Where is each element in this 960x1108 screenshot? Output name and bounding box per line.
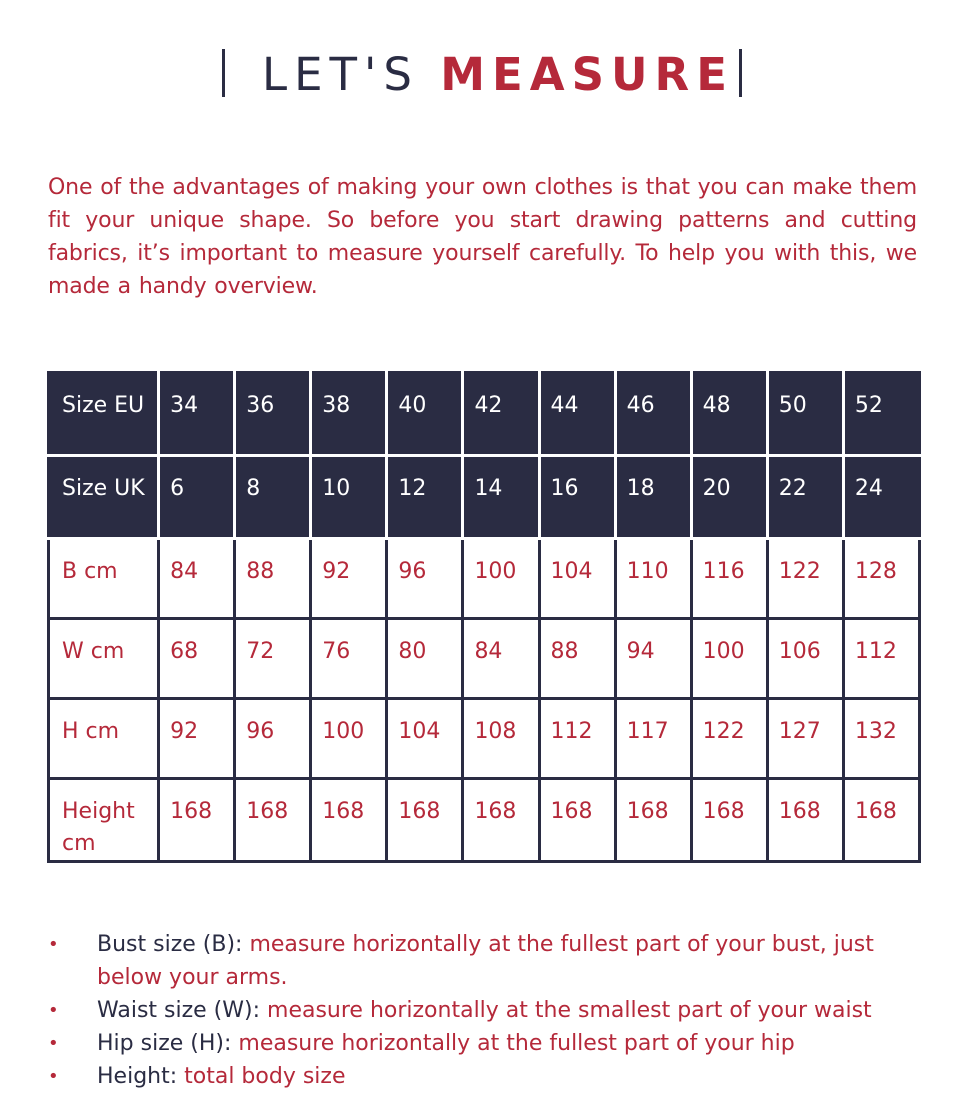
note-term: Height: [97, 1064, 178, 1089]
table-cell: 50 [767, 373, 843, 456]
table-cell: 44 [539, 373, 615, 456]
table-cell: 22 [767, 456, 843, 539]
title-divider-right [739, 49, 742, 97]
table-cell: 168 [235, 779, 311, 862]
row-label: Size UK [49, 456, 159, 539]
table-cell: 106 [767, 619, 843, 699]
table-cell: 36 [235, 373, 311, 456]
table-cell: 42 [463, 373, 539, 456]
table-cell: 8 [235, 456, 311, 539]
table-row [49, 539, 920, 619]
note-description: measure horizontally at the fullest part of your hip [231, 1031, 795, 1056]
table-cell: 168 [463, 779, 539, 862]
bullet-icon: • [48, 1033, 59, 1054]
bullet-icon: • [48, 934, 59, 955]
page-header [0, 40, 960, 110]
table-cell: 112 [539, 699, 615, 779]
note-term: Bust size (B): [97, 932, 243, 957]
list-item [48, 1027, 918, 1060]
table-cell: 72 [235, 619, 311, 699]
table-cell: 68 [159, 619, 235, 699]
table-cell: 112 [843, 619, 919, 699]
table-cell: 168 [767, 779, 843, 862]
list-item [48, 1060, 918, 1093]
table-cell: 88 [235, 539, 311, 619]
table-cell: 88 [539, 619, 615, 699]
measurement-notes [48, 928, 918, 1093]
row-label: Size EU [49, 373, 159, 456]
size-chart-table [47, 371, 921, 863]
table-cell: 96 [387, 539, 463, 619]
table-cell: 168 [311, 779, 387, 862]
table-cell: 116 [691, 539, 767, 619]
table-cell: 168 [159, 779, 235, 862]
table-cell: 40 [387, 373, 463, 456]
table-cell: 122 [767, 539, 843, 619]
table-row [49, 456, 920, 539]
table-cell: 104 [539, 539, 615, 619]
note-term: Hip size (H): [97, 1031, 232, 1056]
table-cell: 168 [387, 779, 463, 862]
page-title [262, 46, 734, 104]
table-cell: 168 [615, 779, 691, 862]
row-label: H cm [49, 699, 159, 779]
table-cell: 96 [235, 699, 311, 779]
title-divider-left [222, 49, 225, 97]
table-cell: 34 [159, 373, 235, 456]
table-row [49, 779, 920, 862]
table-cell: 92 [311, 539, 387, 619]
table-cell: 18 [615, 456, 691, 539]
list-item [48, 994, 918, 1027]
table-cell: 122 [691, 699, 767, 779]
title-part-2: MEASURE [440, 48, 734, 101]
table-cell: 117 [615, 699, 691, 779]
row-label: B cm [49, 539, 159, 619]
table-cell: 110 [615, 539, 691, 619]
table-cell: 84 [463, 619, 539, 699]
table-cell: 14 [463, 456, 539, 539]
table-cell: 127 [767, 699, 843, 779]
table-cell: 38 [311, 373, 387, 456]
table-cell: 92 [159, 699, 235, 779]
table-cell: 100 [691, 619, 767, 699]
note-description: measure horizontally at the smallest part of your waist [260, 998, 872, 1023]
note-description: total body size [177, 1064, 346, 1089]
table-cell: 132 [843, 699, 919, 779]
table-cell: 94 [615, 619, 691, 699]
table-cell: 6 [159, 456, 235, 539]
table-cell: 48 [691, 373, 767, 456]
bullet-icon: • [48, 1066, 59, 1087]
table-row [49, 619, 920, 699]
table-row [49, 373, 920, 456]
table-cell: 80 [387, 619, 463, 699]
table-cell: 100 [311, 699, 387, 779]
table-cell: 84 [159, 539, 235, 619]
table-cell: 128 [843, 539, 919, 619]
note-term: Waist size (W): [97, 998, 261, 1023]
table-cell: 76 [311, 619, 387, 699]
table-cell: 168 [539, 779, 615, 862]
title-part-1: LET'S [262, 48, 419, 101]
table-cell: 104 [387, 699, 463, 779]
table-cell: 108 [463, 699, 539, 779]
row-label: W cm [49, 619, 159, 699]
table-cell: 16 [539, 456, 615, 539]
table-cell: 46 [615, 373, 691, 456]
bullet-icon: • [48, 1000, 59, 1021]
table-cell: 168 [691, 779, 767, 862]
table-cell: 100 [463, 539, 539, 619]
table-cell: 20 [691, 456, 767, 539]
table-cell: 168 [843, 779, 919, 862]
note-description: measure horizontally at the fullest part of your bust, just below your arms. [97, 932, 874, 990]
intro-paragraph: One of the advantages of making your own clothes is that you can make them fit your unique shape. So before you start drawing patterns and cutting fabrics, it’s important to measure yourself carefully. To help you with this, we made a handy overview. [48, 175, 917, 299]
table-cell: 24 [843, 456, 919, 539]
row-label: Height cm [49, 779, 159, 862]
table-row [49, 699, 920, 779]
list-item [48, 928, 918, 994]
table-cell: 10 [311, 456, 387, 539]
table-cell: 52 [843, 373, 919, 456]
table-cell: 12 [387, 456, 463, 539]
